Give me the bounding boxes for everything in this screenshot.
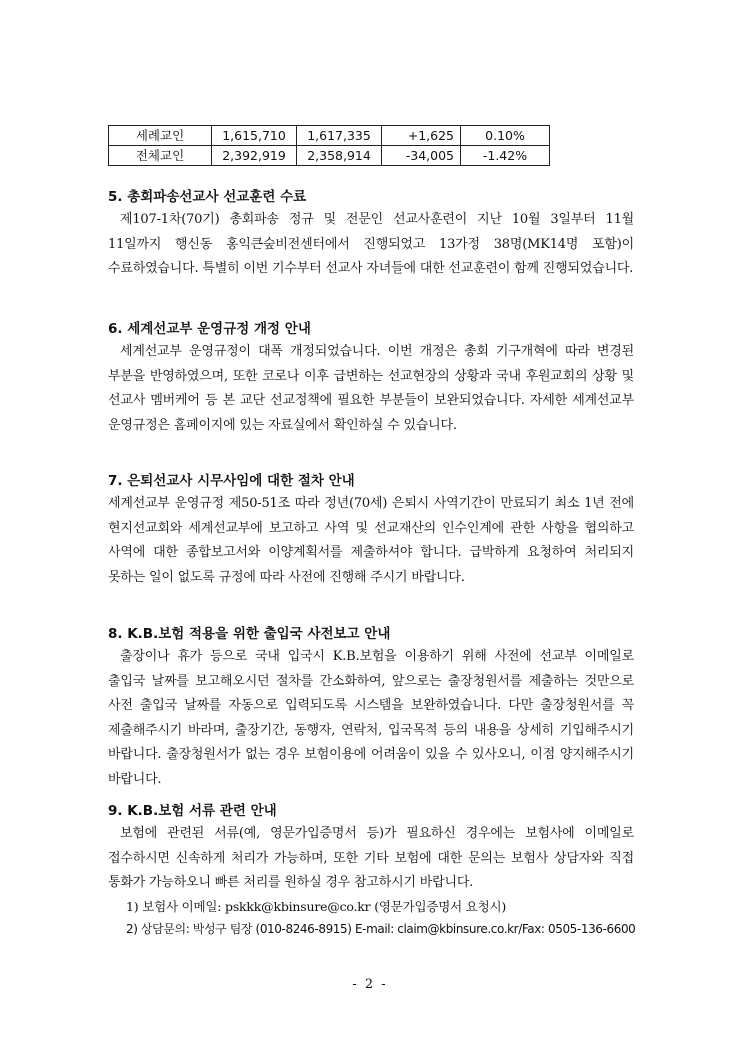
section-insurance-documents [108,800,634,940]
insurance-email-line: 1) 보험사 이메일: pskkk@kbinsure@co.kr (영문가입증명서 요청시) [126,898,507,914]
section-body: 출장이나 휴가 등으로 국내 입국시 K.B.보험을 이용하기 위해 사전에 선교부 이메일로 출입국 날짜를 보고해오시던 절차를 간소화하여, 앞으로는 출장청원서를 제출하는 것만으로 사전 출입국 날짜를 자동으로 입력되도록 시스템을 보완하였습니다. 다만 출장청원서를 꼭 제출해주시기 바라며, 출장기간, 동행자, 연락처, 입국목적 등의 내용을 상세히 기입해주시기 바랍니다. 출장청원서가 없는 경우 보험이용에 어려움이 있을 수 있사오니, 이점 양지해주시기 바랍니다. [108,649,634,787]
table-cell: -1.42% [461,146,550,166]
section-body: 세계선교부 운영규정 제50-51조 따라 정년(70세) 은퇴시 사역기간이 만료되기 최소 1년 전에 현지선교회와 세계선교부에 보고하고 사역 및 선교재산의 인수인계에 관한 사항을 협의하고 사역에 대한 종합보고서와 이양계획서를 제출하셔야 합니다. 급박하게 요청하여 처리되지 못하는 일이 없도록 규정에 따라 사전에 진행해 주시기 바랍니다. [108,496,634,585]
table-cell: -34,005 [382,146,461,166]
section-heading: 6. 세계선교부 운영규정 개정 안내 [108,321,311,337]
section-insurance-travel [108,623,634,792]
table-cell: 2,358,914 [297,146,382,166]
table-cell: 1,615,710 [212,126,297,146]
section-retirement [108,470,634,590]
table-cell: 2,392,919 [212,146,297,166]
table-cell: +1,625 [382,126,461,146]
table-cell: 세례교인 [109,126,212,146]
section-heading: 9. K.B.보험 서류 관련 안내 [108,803,277,819]
table-cell: 0.10% [461,126,550,146]
table-cell: 1,617,335 [297,126,382,146]
section-heading: 8. K.B.보험 적용을 위한 출입국 사전보고 안내 [108,626,391,642]
section-regulation [108,318,634,438]
insurance-contact-line: 2) 상담문의: 박성구 팀장 (010-8246-8915) E-mail: claim@kbinsure.co.kr/Fax: 0505-136-6600 [126,921,636,936]
membership-stats-table [108,125,550,166]
table-row [109,126,550,146]
section-training [108,186,634,282]
section-body: 보험에 관련된 서류(예, 영문가입증명서 등)가 필요하신 경우에는 보험사에 이메일로 접수하시면 신속하게 처리가 가능하며, 또한 기타 보험에 대한 문의는 보험사 상담자와 직접 통화가 가능하오니 빠른 처리를 원하실 경우 참고하시기 바랍니다. [108,826,634,890]
page-number: - 2 - [352,977,388,992]
section-body: 세계선교부 운영규정이 대폭 개정되었습니다. 이번 개정은 총회 기구개혁에 따라 변경된 부분을 반영하였으며, 또한 코로나 이후 급변하는 선교현장의 상황과 국내 후원교회의 상황 및 선교사 멤버케어 등 본 교단 선교정책에 필요한 부분들이 보완되었습니다. 자세한 세계선교부 운영규정은 홈페이지에 있는 자료실에서 확인하실 수 있습니다. [108,344,634,433]
section-heading: 7. 은퇴선교사 시무사임에 대한 절차 안내 [108,473,355,489]
section-heading: 5. 총회파송선교사 선교훈련 수료 [108,189,307,205]
table-cell: 전체교인 [109,146,212,166]
table-row [109,146,550,166]
section-body: 제107-1차(70기) 총회파송 정규 및 전문인 선교사훈련이 지난 10월 3일부터 11월 11일까지 행신동 홍익큰숲비전센터에서 진행되었고 13가정 38명(MK14명 포함)이 수료하였습니다. 특별히 이번 기수부터 선교사 자녀들에 대한 선교훈련이 함께 진행되었습니다. [108,212,634,276]
